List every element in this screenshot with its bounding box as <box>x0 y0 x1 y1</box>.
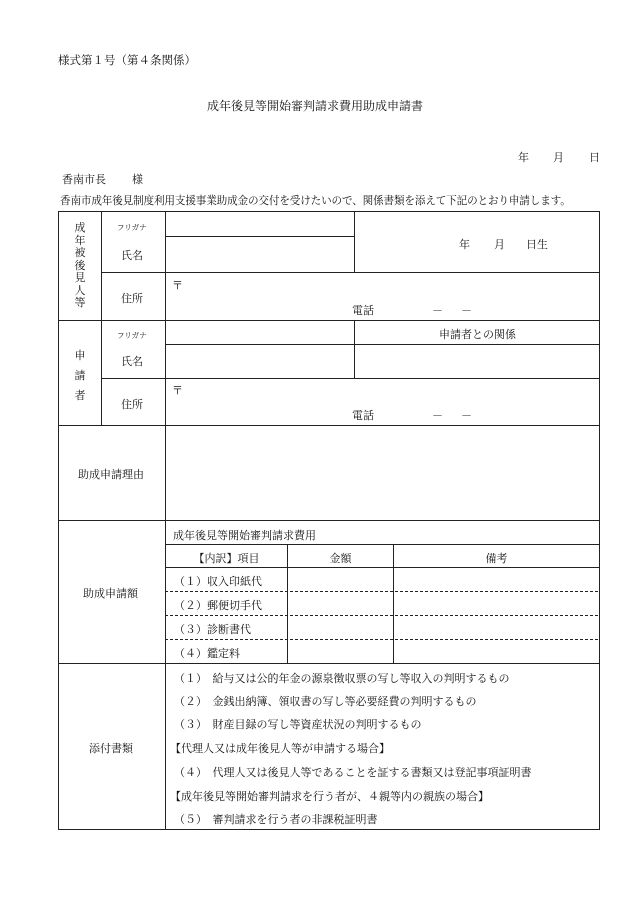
date-year-label: 年 <box>518 151 529 164</box>
attachment-item: （４） 代理人又は後見人等であることを証する書類又は登記事項証明書 <box>174 766 532 779</box>
attachment-item: （３） 財産目録の写し等資産状況の判明するもの <box>174 718 422 731</box>
form-title: 成年後見等開始審判請求費用助成申請書 <box>206 99 423 113</box>
amount-row-item: （３）診断書代 <box>174 623 251 636</box>
applicant-furigana-label: フリガナ <box>117 331 147 340</box>
date-month-label: 月 <box>553 151 564 164</box>
applicant-phone-label: 電話 <box>352 409 374 422</box>
addressee-name: 香南市長 <box>62 173 106 186</box>
form-number: 様式第１号（第４条関係） <box>58 53 196 67</box>
applicant-relation-label: 申請者との関係 <box>439 328 516 341</box>
ward-phone-label: 電話 <box>352 304 374 317</box>
ward-birth-day: 日生 <box>526 238 548 251</box>
applicant-section-label: 申 請 者 <box>74 349 86 402</box>
attachment-item: （２） 金銭出納簿、領収書の写し等必要経費の判明するもの <box>174 695 477 708</box>
ward-postal-mark: 〒 <box>172 279 183 292</box>
intro-text: 香南市成年後見制度利用支援事業助成金の交付を受けたいので、関係書類を添えて下記のとおり申請します。 <box>60 195 571 207</box>
applicant-phone-sep-1: － <box>432 409 443 422</box>
ward-section-label: 成 年 被 後 見 人 等 <box>74 221 86 309</box>
ward-furigana-label: フリガナ <box>117 223 147 232</box>
addressee-honorific: 様 <box>132 173 143 186</box>
attachment-item: （１） 給与又は公的年金の源泉徴収票の写し等収入の判明するもの <box>174 672 510 685</box>
amount-label: 助成申請額 <box>83 587 138 600</box>
attachment-note: 【代理人又は成年後見人等が申請する場合】 <box>170 742 390 755</box>
amount-col-value: 金額 <box>329 552 352 565</box>
amount-header: 成年後見等開始審判請求費用 <box>173 529 316 542</box>
ward-address-label: 住所 <box>121 292 143 305</box>
applicant-address-label: 住所 <box>121 398 143 411</box>
amount-col-notes: 備考 <box>485 552 508 565</box>
amount-row-item: （２）郵便切手代 <box>174 599 262 612</box>
attachments-label: 添付書類 <box>89 742 133 755</box>
ward-phone-sep-2: － <box>461 304 472 317</box>
ward-phone-sep-1: － <box>432 304 443 317</box>
amount-row-item: （１）収入印紙代 <box>174 575 262 588</box>
amount-col-item: 【内訳】項目 <box>193 552 260 565</box>
applicant-name-label: 氏名 <box>121 355 143 368</box>
applicant-postal-mark: 〒 <box>172 384 183 397</box>
ward-birth-month: 月 <box>494 238 505 251</box>
date-day-label: 日 <box>589 151 600 164</box>
attachment-item: （５） 審判請求を行う者の非課税証明書 <box>174 813 378 826</box>
ward-name-label: 氏名 <box>121 249 143 262</box>
ward-birth-year: 年 <box>459 238 470 251</box>
reason-label: 助成申請理由 <box>78 468 144 481</box>
applicant-phone-sep-2: － <box>461 409 472 422</box>
attachment-note: 【成年後見等開始審判請求を行う者が、４親等内の親族の場合】 <box>170 790 489 803</box>
amount-row-item: （４）鑑定料 <box>174 647 240 660</box>
